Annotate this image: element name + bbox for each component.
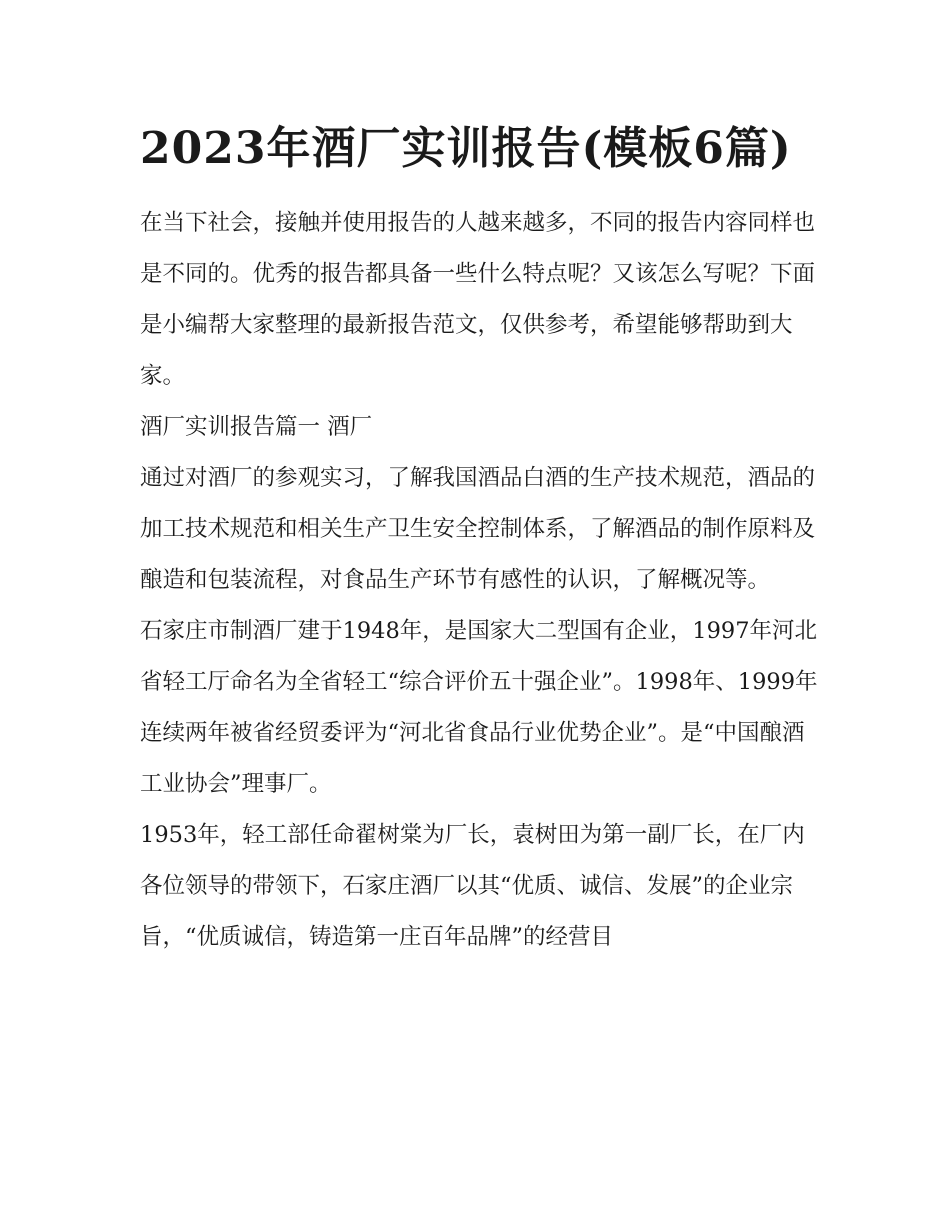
document-page xyxy=(140,110,820,963)
body-paragraph: 通过对酒厂的参观实习，了解我国酒品白酒的生产技术规范，酒品的加工技术规范和相关生产卫生安全控制体系，了解酒品的制作原料及酿造和包装流程，对食品生产环节有感性的认识，了解概况等。 xyxy=(140,465,816,593)
body-paragraph: 1953年，轻工部任命翟树棠为厂长，袁树田为第一副厂长，在厂内各位领导的带领下，石家庄酒厂以其“优质、诚信、发展”的企业宗旨，“优质诚信，铸造第一庄百年品牌”的经营目 xyxy=(140,822,805,950)
intro-paragraph: 在当下社会，接触并使用报告的人越来越多，不同的报告内容同样也是不同的。优秀的报告都具备一些什么特点呢？又该怎么写呢？下面是小编帮大家整理的最新报告范文，仅供参考，希望能够帮助到大家。 xyxy=(140,210,816,389)
section-heading: 酒厂实训报告篇一 酒厂 xyxy=(140,414,373,440)
body-paragraph: 石家庄市制酒厂建于1948年，是国家大二型国有企业，1997年河北省轻工厅命名为全省轻工“综合评价五十强企业”。1998年、1999年连续两年被省经贸委评为“河北省食品行业优势企业”。是“中国酿酒工业协会”理事厂。 xyxy=(140,618,818,797)
document-title: 2023年酒厂实训报告(模板6篇) xyxy=(140,123,792,174)
